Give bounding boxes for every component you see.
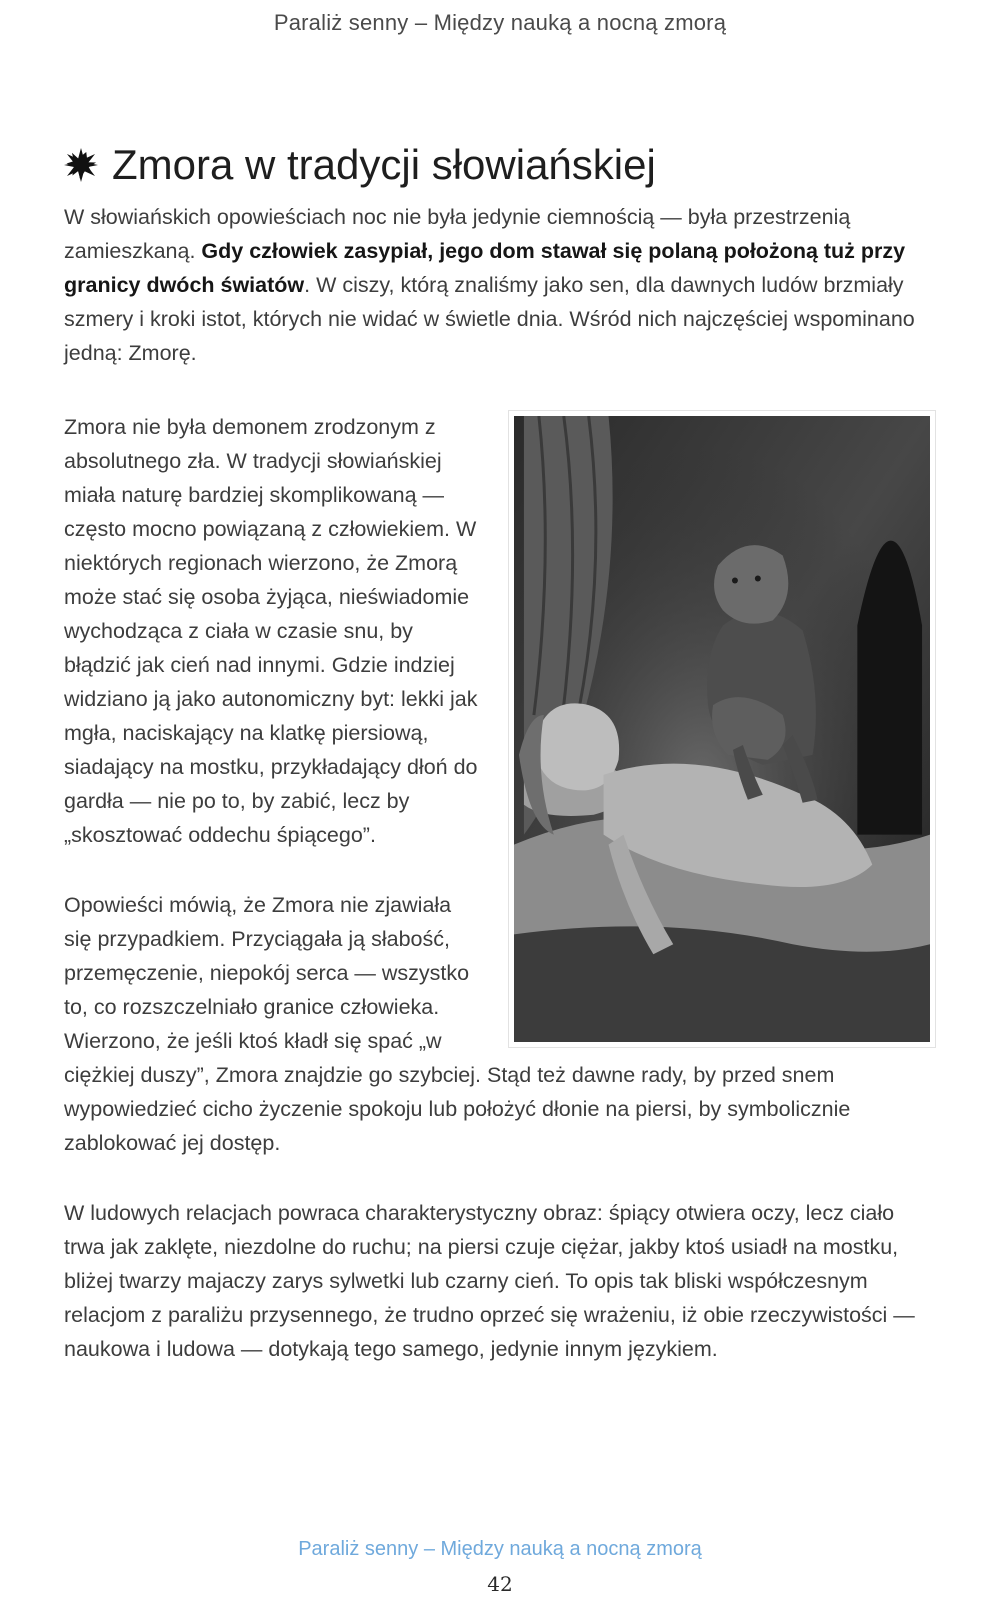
paragraph-attraction: Opowieści mówią, że Zmora nie zjawiała się przypadkiem. Przyciągała ją słabość, przemęczenie, niepokój serca — wszystko to, co rozszczelniało granice człowieka. Wierzono, że jeśli ktoś kładł się spać „w ciężkiej duszy”, Zmora znajdzie go szybciej. Stąd też dawne rady, by przed snem wypowiedzieć cicho życzenie spokoju lub położyć dłonie na piersi, by symbolicznie zablokować jej dostęp. bbox=[64, 893, 851, 1156]
intro-text-end: . W ciszy, którą znaliśmy jako sen, dla dawnych ludów brzmiały szmery i kroki istot, których nie widać w świetle dnia. Wśród nich najczęściej wspominano jedną: Zmorę. bbox=[64, 273, 915, 366]
page-number: 42 bbox=[487, 1572, 513, 1596]
section-title: Zmora w tradycji słowiańskiej bbox=[112, 141, 656, 188]
intro-paragraph bbox=[64, 200, 936, 370]
intro-text-start: W słowiańskich opowieściach noc nie była jedynie ciemnością — była przestrzenią zamieszkaną. bbox=[64, 205, 851, 264]
paragraph-zmora-nature: Zmora nie była demonem zrodzonym z absolutnego zła. W tradycji słowiańskiej miała naturę bardziej skomplikowaną — często mocno powiązaną z człowiekiem. W niektórych regionach wierzono, że Zmorą może stać się osoba żyjąca, nieświadomie wychodząca z ciała w czasie snu, by błądzić jak cień nad innymi. Gdzie indziej widziano ją jako autonomiczny byt: lekki jak mgła, naciskający na klatkę piersiową, siadający na mostku, przykładający dłoń do gardła — nie po to, by zabić, lecz by „skosztować oddechu śpiącego”. bbox=[64, 415, 478, 848]
spacer bbox=[64, 1160, 936, 1196]
intro-bold-text: Gdy człowiek zasypiał, jego dom stawał się polaną położoną tuż przy granicy dwóch światów bbox=[64, 239, 906, 298]
zmora-illustration bbox=[508, 410, 936, 1048]
section-heading bbox=[64, 140, 936, 190]
star-burst-icon bbox=[64, 148, 98, 182]
page-content bbox=[64, 140, 936, 1366]
running-header: Paraliż senny – Między nauką a nocną zmorą bbox=[273, 10, 727, 35]
running-footer-link[interactable]: Paraliż senny – Między nauką a nocną zmorą bbox=[298, 1538, 702, 1560]
paragraph-folk-accounts: W ludowych relacjach powraca charakterystyczny obraz: śpiący otwiera oczy, lecz ciało trwa jak zaklęte, niezdolne do ruchu; na piersi czuje ciężar, jakby ktoś usiadł na mostku, bliżej twarzy majaczy zarys sylwetki lub czarny cień. To opis tak bliski współczesnym relacjom z paraliżu przysennego, że trudno oprzeć się wrażeniu, iż obie rzeczywistości — naukowa i ludowa — dotykają tego samego, jedynie innym językiem. bbox=[64, 1201, 915, 1362]
